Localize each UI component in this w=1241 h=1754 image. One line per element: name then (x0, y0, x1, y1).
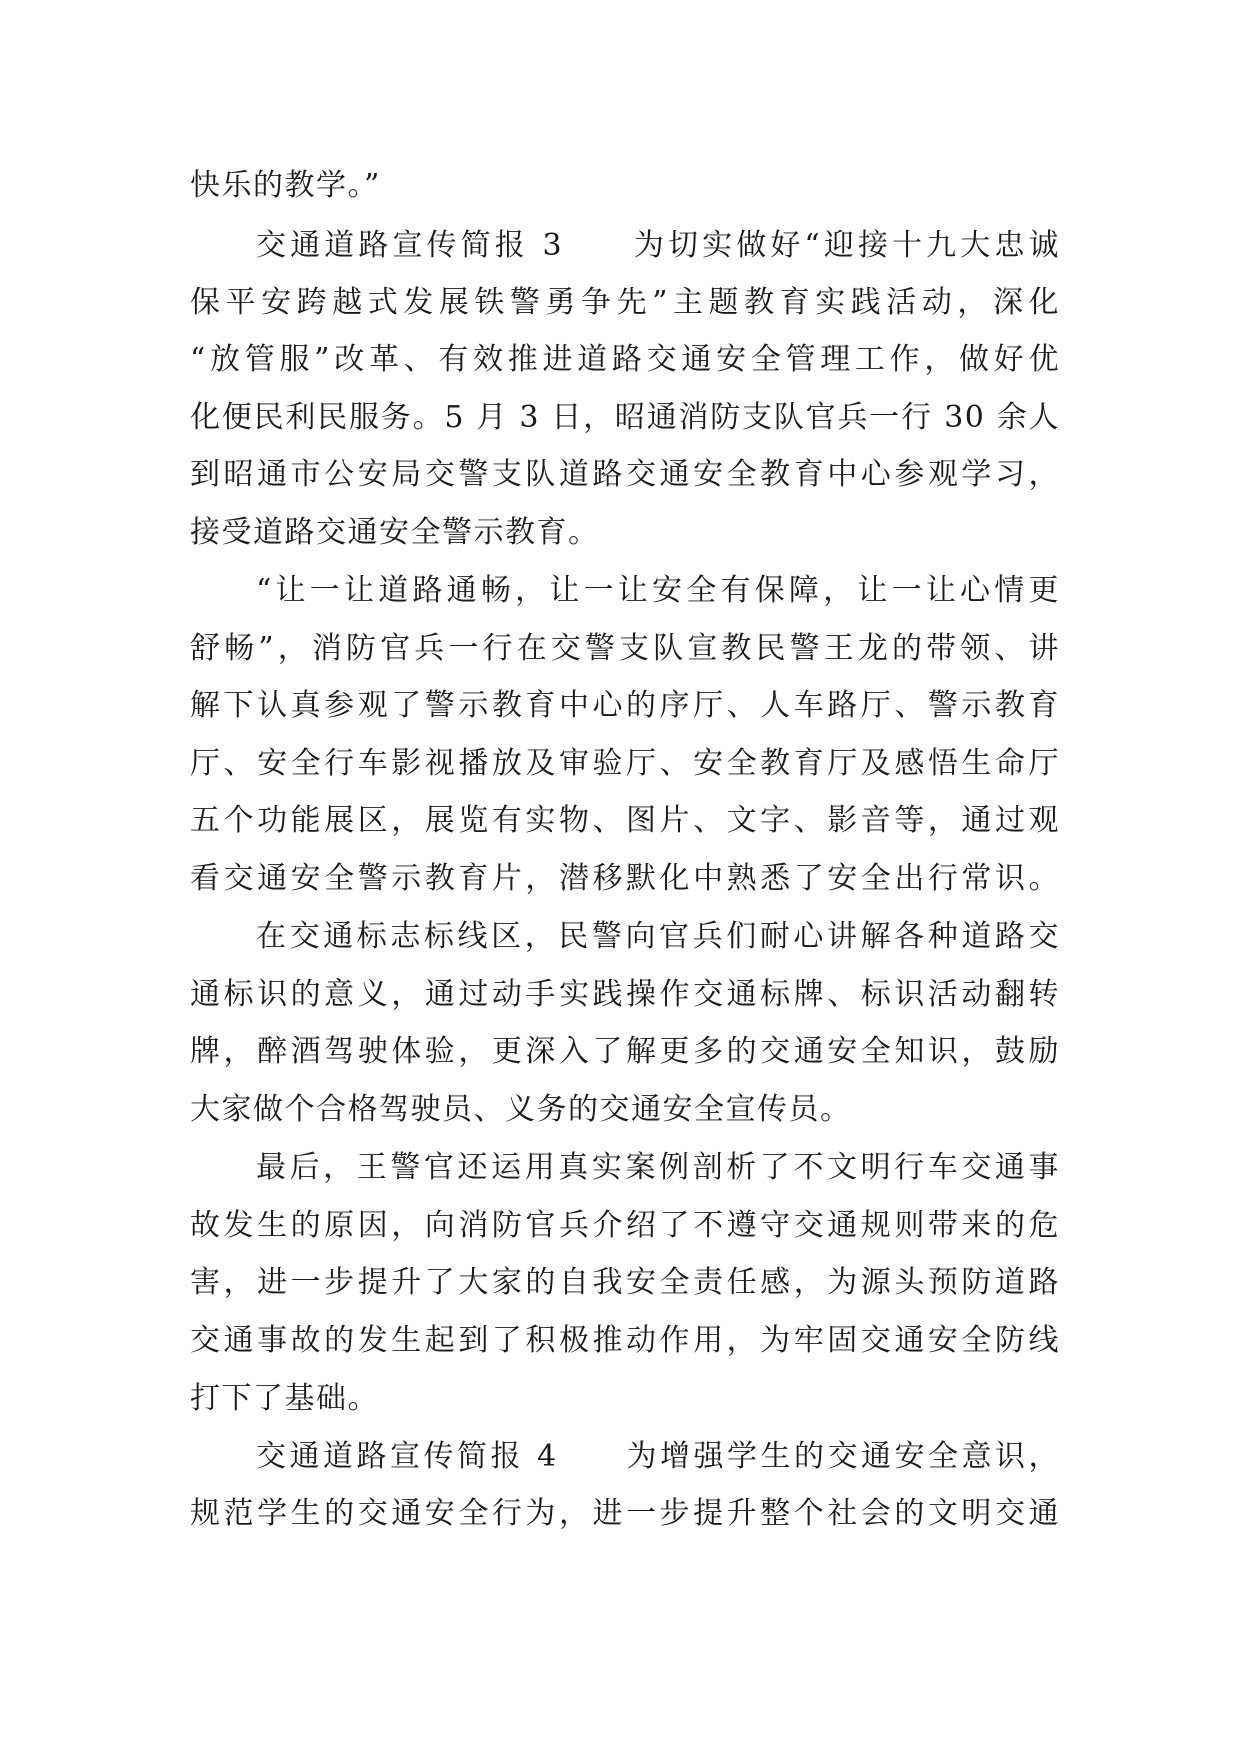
text-line: 解下认真参观了警示教育中心的序厅、人车路厅、警示教育 (190, 688, 1060, 723)
text-line: 快乐的教学。” (190, 168, 381, 203)
text-line: 害，进一步提升了大家的自我安全责任感，为源头预防道路 (190, 1265, 1060, 1300)
text-line: 厅、安全行车影视播放及审验厅、安全教育厅及感悟生命厅 (190, 746, 1060, 781)
text-line: 规范学生的交通安全行为，进一步提升整个社会的文明交通 (190, 1496, 1060, 1531)
text-line: 接受道路交通安全警示教育。 (190, 515, 600, 550)
text-line: 五个功能展区，展览有实物、图片、文字、影音等，通过观 (190, 803, 1060, 838)
text-line: 故发生的原因，向消防官兵介绍了不遵守交通规则带来的危 (190, 1208, 1060, 1243)
text-line: 舒畅”，消防官兵一行在交警支队宣教民警王龙的带领、讲 (190, 631, 1060, 666)
text-line: 在交通标志标线区，民警向官兵们耐心讲解各种道路交 (256, 919, 1060, 954)
text-line: “让一让道路通畅，让一让安全有保障，让一让心情更 (256, 573, 1060, 608)
text-line: “放管服”改革、有效推进道路交通安全管理工作，做好优 (190, 342, 1060, 377)
text-line: 打下了基础。 (190, 1381, 379, 1416)
text-line: 交通道路宣传简报 4 为增强学生的交通安全意识， (256, 1439, 1060, 1474)
text-line: 牌，醉酒驾驶体验，更深入了解更多的交通安全知识，鼓励 (190, 1034, 1060, 1069)
text-line: 化便民利民服务。5 月 3 日，昭通消防支队官兵一行 30 余人 (190, 400, 1060, 435)
text-line: 交通事故的发生起到了积极推动作用，为牢固交通安全防线 (190, 1323, 1060, 1358)
text-line: 通标识的意义，通过动手实践操作交通标牌、标识活动翻转 (190, 977, 1060, 1012)
text-line: 最后，王警官还运用真实案例剖析了不文明行车交通事 (256, 1150, 1060, 1185)
text-line: 保平安跨越式发展铁警勇争先”主题教育实践活动，深化 (190, 285, 1060, 320)
text-line: 看交通安全警示教育片，潜移默化中熟悉了安全出行常识。 (190, 861, 1060, 896)
text-line: 大家做个合格驾驶员、义务的交通安全宣传员。 (190, 1092, 852, 1127)
text-line: 到昭通市公安局交警支队道路交通安全教育中心参观学习， (190, 457, 1060, 492)
text-line: 交通道路宣传简报 3 为切实做好“迎接十九大忠诚 (256, 228, 1060, 263)
